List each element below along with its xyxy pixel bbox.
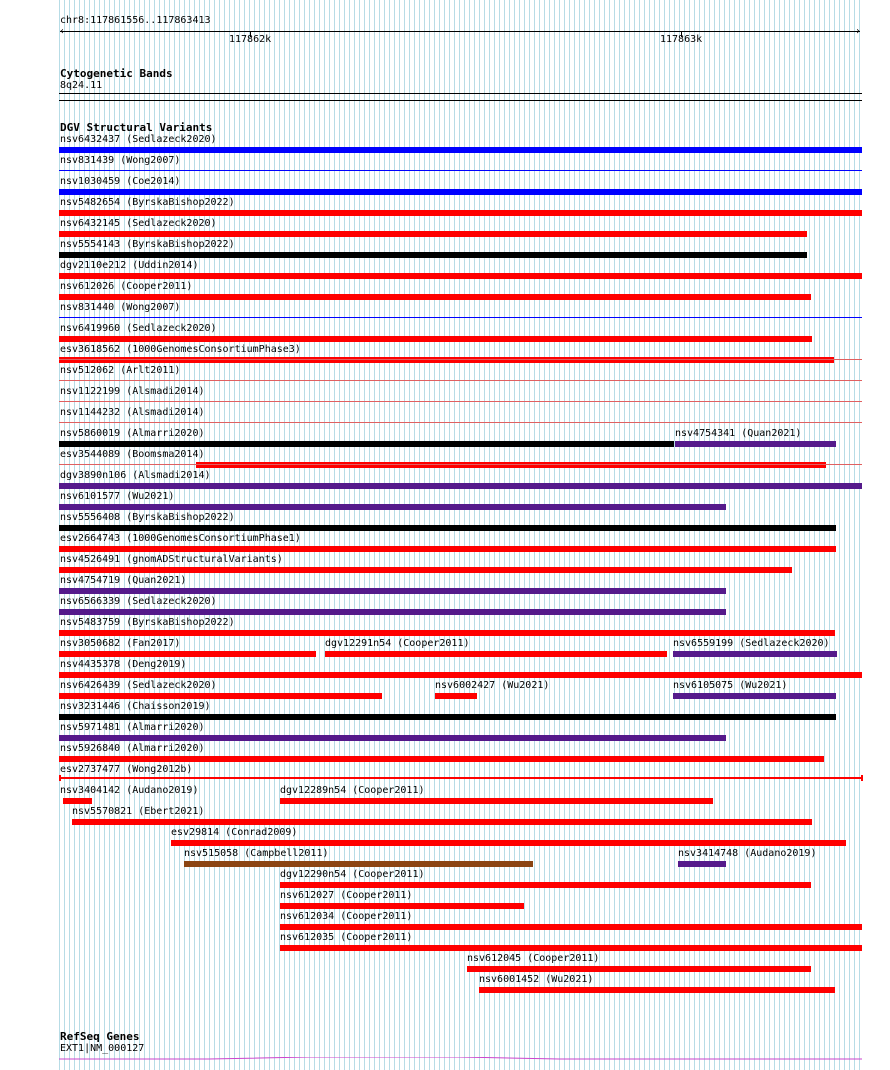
dgv-feature-bar[interactable] — [280, 945, 862, 951]
dgv-feature-label[interactable]: nsv4435378 (Deng2019) — [60, 659, 187, 670]
dgv-feature-bar[interactable] — [59, 252, 807, 258]
dgv-feature-bar[interactable] — [479, 987, 835, 993]
dgv-feature-label[interactable]: nsv5971481 (Almarri2020) — [60, 722, 205, 733]
dgv-feature-bar[interactable] — [59, 630, 835, 636]
dgv-feature-bar[interactable] — [184, 861, 533, 867]
dgv-feature-bar[interactable] — [59, 504, 726, 510]
refseq-gene-intron-line[interactable] — [59, 1057, 862, 1065]
ruler-tick-label: 117862k — [229, 34, 272, 45]
ruler-line — [60, 31, 860, 32]
dgv-feature-bar[interactable] — [171, 840, 846, 846]
dgv-feature-label[interactable]: nsv1030459 (Coe2014) — [60, 176, 181, 187]
dgv-feature-bar[interactable] — [435, 693, 477, 699]
dgv-feature-line[interactable] — [59, 317, 862, 318]
dgv-feature-bar[interactable] — [59, 189, 862, 195]
dgv-feature-bar[interactable] — [59, 693, 382, 699]
dgv-feature-label[interactable]: nsv6566339 (Sedlazeck2020) — [60, 596, 217, 607]
dgv-feature-bar[interactable] — [59, 147, 862, 153]
dgv-feature-bar[interactable] — [59, 336, 812, 342]
dgv-feature-bar[interactable] — [59, 588, 726, 594]
dgv-feature-label[interactable]: dgv12291n54 (Cooper2011) — [325, 638, 470, 649]
dgv-feature-label[interactable]: nsv4754341 (Quan2021) — [675, 428, 802, 439]
dgv-feature-label[interactable]: nsv1122199 (Alsmadi2014) — [60, 386, 205, 397]
dgv-feature-bar[interactable] — [678, 861, 726, 867]
dgv-feature-label[interactable]: nsv1144232 (Alsmadi2014) — [60, 407, 205, 418]
dgv-feature-bar[interactable] — [59, 735, 726, 741]
dgv-feature-label[interactable]: nsv3231446 (Chaisson2019) — [60, 701, 211, 712]
dgv-feature-bar[interactable] — [59, 441, 674, 447]
dgv-feature-bar[interactable] — [59, 357, 834, 363]
dgv-feature-label[interactable]: nsv831440 (Wong2007) — [60, 302, 181, 313]
dgv-feature-label[interactable]: nsv5482654 (ByrskaBishop2022) — [60, 197, 235, 208]
dgv-feature-line[interactable] — [59, 464, 862, 465]
dgv-feature-bar[interactable] — [59, 651, 316, 657]
dgv-feature-bar[interactable] — [325, 651, 667, 657]
dgv-feature-line[interactable] — [59, 170, 862, 171]
location-label: chr8:117861556..117863413 — [60, 15, 211, 26]
dgv-feature-label[interactable]: nsv612026 (Cooper2011) — [60, 281, 193, 292]
dgv-feature-label[interactable]: dgv3890n106 (Alsmadi2014) — [60, 470, 211, 481]
dgv-feature-bar[interactable] — [280, 798, 713, 804]
dgv-feature-label[interactable]: esv3618562 (1000GenomesConsortiumPhase3) — [60, 344, 301, 355]
dgv-feature-bar[interactable] — [59, 483, 862, 489]
dgv-feature-label[interactable]: nsv3404142 (Audano2019) — [60, 785, 199, 796]
dgv-feature-bar[interactable] — [59, 609, 726, 615]
dgv-feature-bar[interactable] — [673, 693, 836, 699]
refseq-track-title[interactable]: RefSeq Genes — [60, 1030, 140, 1043]
dgv-feature-label[interactable]: nsv6432437 (Sedlazeck2020) — [60, 134, 217, 145]
dgv-feature-bar[interactable] — [59, 231, 807, 237]
dgv-feature-label[interactable]: nsv5554143 (ByrskaBishop2022) — [60, 239, 235, 250]
dgv-feature-endcap — [59, 775, 61, 781]
dgv-feature-bar[interactable] — [673, 651, 837, 657]
dgv-feature-bar[interactable] — [72, 819, 812, 825]
dgv-feature-label[interactable]: nsv512062 (Arlt2011) — [60, 365, 181, 376]
dgv-track-title[interactable]: DGV Structural Variants — [60, 121, 213, 134]
dgv-feature-label[interactable]: esv2664743 (1000GenomesConsortiumPhase1) — [60, 533, 301, 544]
dgv-feature-label[interactable]: nsv3414748 (Audano2019) — [678, 848, 817, 859]
dgv-feature-bar[interactable] — [59, 567, 792, 573]
ruler-tick-label: 117863k — [660, 34, 703, 45]
dgv-feature-bar[interactable] — [675, 441, 836, 447]
dgv-feature-label[interactable]: dgv12289n54 (Cooper2011) — [280, 785, 425, 796]
dgv-feature-label[interactable]: nsv5570821 (Ebert2021) — [72, 806, 205, 817]
dgv-feature-label[interactable]: esv2737477 (Wong2012b) — [60, 764, 193, 775]
dgv-feature-label[interactable]: nsv612027 (Cooper2011) — [280, 890, 413, 901]
dgv-feature-label[interactable]: nsv612045 (Cooper2011) — [467, 953, 600, 964]
dgv-feature-bar[interactable] — [196, 462, 826, 468]
dgv-feature-label[interactable]: nsv515058 (Campbell2011) — [184, 848, 329, 859]
dgv-feature-bar[interactable] — [59, 777, 862, 779]
dgv-feature-label[interactable]: nsv612035 (Cooper2011) — [280, 932, 413, 943]
dgv-feature-label[interactable]: nsv6105075 (Wu2021) — [673, 680, 788, 691]
dgv-feature-bar[interactable] — [59, 546, 836, 552]
dgv-feature-line[interactable] — [59, 380, 862, 381]
dgv-feature-label[interactable]: dgv12290n54 (Cooper2011) — [280, 869, 425, 880]
dgv-feature-label[interactable]: nsv5483759 (ByrskaBishop2022) — [60, 617, 235, 628]
dgv-feature-label[interactable]: nsv6559199 (Sedlazeck2020) — [673, 638, 830, 649]
dgv-feature-label[interactable]: nsv5860019 (Almarri2020) — [60, 428, 205, 439]
dgv-feature-line[interactable] — [59, 359, 862, 360]
dgv-feature-line[interactable] — [59, 401, 862, 402]
dgv-feature-label[interactable]: nsv3050682 (Fan2017) — [60, 638, 181, 649]
dgv-feature-bar[interactable] — [63, 798, 92, 804]
dgv-feature-label[interactable]: nsv6101577 (Wu2021) — [60, 491, 175, 502]
dgv-feature-bar[interactable] — [280, 924, 862, 930]
dgv-feature-label[interactable]: nsv6432145 (Sedlazeck2020) — [60, 218, 217, 229]
dgv-feature-label[interactable]: nsv4526491 (gnomADStructuralVariants) — [60, 554, 283, 565]
scroll-left-icon[interactable]: ‹ — [59, 26, 66, 37]
dgv-feature-bar[interactable] — [59, 210, 862, 216]
dgv-feature-endcap — [861, 775, 863, 781]
cytoband-label: 8q24.11 — [60, 80, 103, 91]
scroll-right-icon[interactable]: › — [855, 26, 862, 37]
cytoband-band-lower — [59, 100, 862, 101]
dgv-feature-label[interactable]: nsv4754719 (Quan2021) — [60, 575, 187, 586]
dgv-feature-bar[interactable] — [467, 966, 811, 972]
dgv-feature-label[interactable]: nsv5926840 (Almarri2020) — [60, 743, 205, 754]
dgv-feature-label[interactable]: esv3544089 (Boomsma2014) — [60, 449, 205, 460]
dgv-feature-line[interactable] — [59, 422, 862, 423]
refseq-gene-label[interactable]: EXT1|NM_000127 — [60, 1043, 145, 1054]
dgv-feature-label[interactable]: nsv831439 (Wong2007) — [60, 155, 181, 166]
cytoband-track-title[interactable]: Cytogenetic Bands — [60, 67, 173, 80]
dgv-feature-bar[interactable] — [59, 273, 862, 279]
dgv-feature-bar[interactable] — [280, 903, 524, 909]
dgv-feature-label[interactable]: nsv6001452 (Wu2021) — [479, 974, 594, 985]
dgv-feature-label[interactable]: nsv6426439 (Sedlazeck2020) — [60, 680, 217, 691]
dgv-feature-label[interactable]: nsv612034 (Cooper2011) — [280, 911, 413, 922]
dgv-feature-bar[interactable] — [59, 294, 811, 300]
dgv-feature-bar[interactable] — [59, 714, 836, 720]
cytoband-band[interactable] — [59, 93, 862, 94]
dgv-feature-label[interactable]: esv29814 (Conrad2009) — [171, 827, 298, 838]
dgv-feature-label[interactable]: nsv6002427 (Wu2021) — [435, 680, 550, 691]
dgv-feature-bar[interactable] — [59, 525, 836, 531]
dgv-feature-bar[interactable] — [280, 882, 811, 888]
dgv-feature-label[interactable]: nsv5556408 (ByrskaBishop2022) — [60, 512, 235, 523]
dgv-feature-bar[interactable] — [59, 672, 862, 678]
dgv-feature-label[interactable]: nsv6419960 (Sedlazeck2020) — [60, 323, 217, 334]
dgv-feature-label[interactable]: dgv2110e212 (Uddin2014) — [60, 260, 199, 271]
dgv-feature-bar[interactable] — [59, 756, 824, 762]
